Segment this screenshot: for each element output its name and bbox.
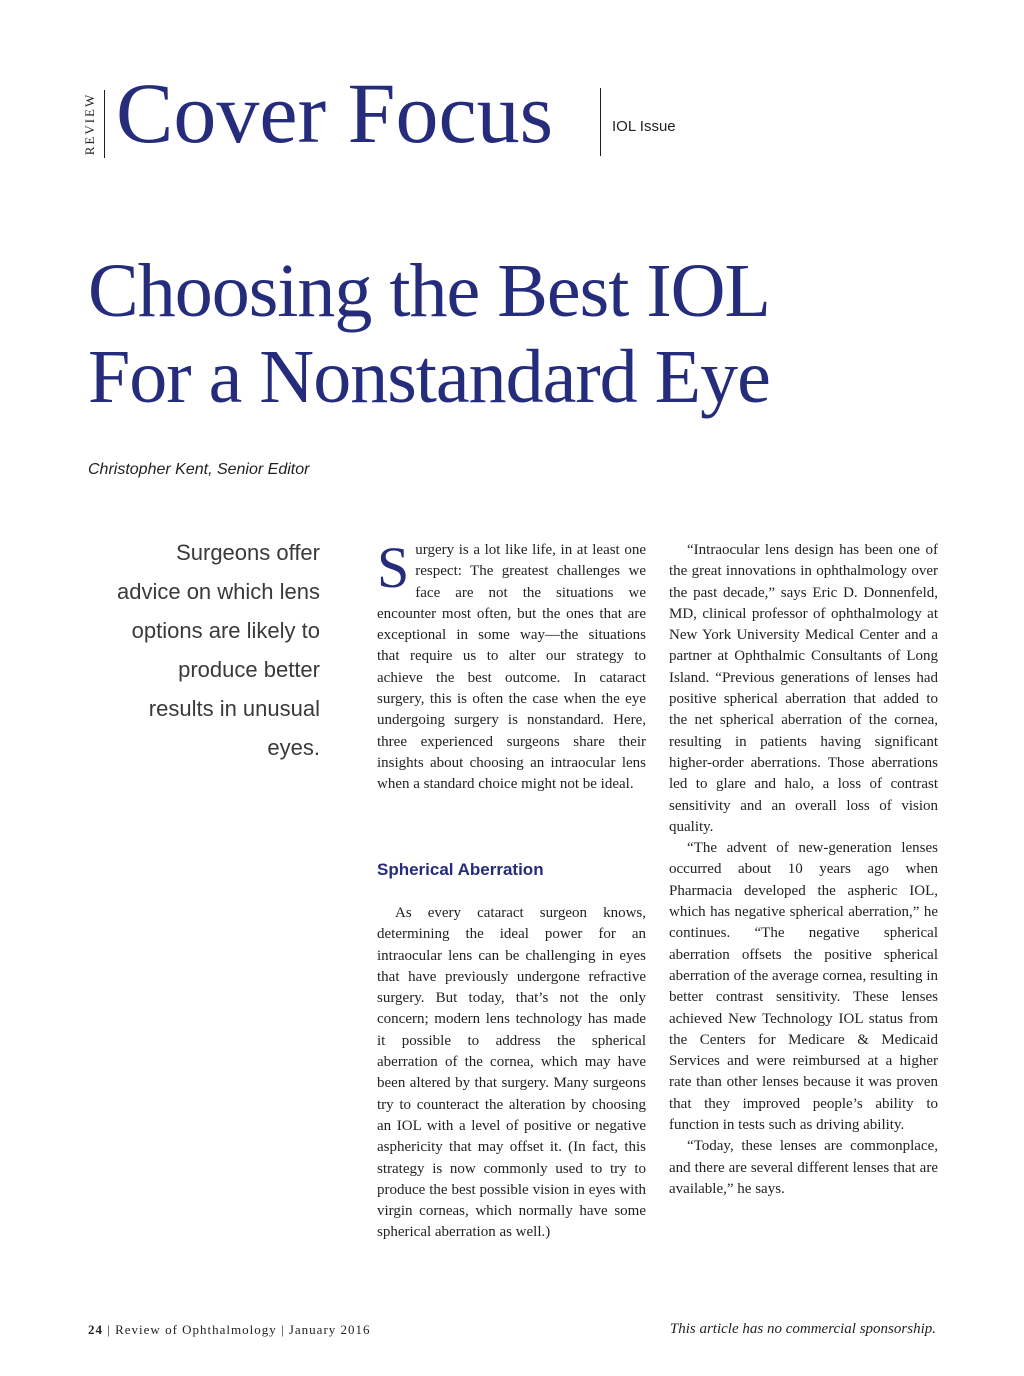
page-folio	[88, 1322, 371, 1338]
sponsorship-note: This article has no commercial sponsorship.	[669, 1321, 936, 1337]
article-headline	[88, 248, 988, 420]
quote-paragraph-1: “Intraocular lens design has been one of the great innovations in ophthalmology over the past decade,” says Eric D. Donnenfeld, MD, clinical professor of ophthalmology at New York University Medical Center and a partner at Ophthalmic Consultants of Long Island. “Previous generations of lenses had positive spherical aberration that added to the net spherical aberration of the cornea, resulting in patients having significant higher-order aberrations. Those aberrations led to glare and halo, a loss of contrast sensitivity and an overall loss of vision quality.	[669, 542, 938, 835]
masthead-divider-left	[104, 90, 105, 158]
deck-summary: Surgeons offer advice on which lens options are likely to produce better results in unusual eyes.	[116, 540, 320, 760]
section-paragraph: As every cataract surgeon knows, determining the ideal power for an intraocular lens can be challenging in eyes that have previously undergone refractive surgery. But today, that’s not the only concern; modern lens technology has made it possible to address the spherical aberration of the cornea, which may have been altered by that surgery. Many surgeons try to counteract the alteration by choosing an IOL with a level of positive or negative asphericity that may offset it. (In fact, this strategy is now commonly used to try to produce the best possible vision in eyes with virgin corneas, which normally have some spherical aberration as well.)	[377, 905, 646, 1241]
intro-text: urgery is a lot like life, in at least one respect: The greatest challenges we face are not the situations we encounter most often, but the ones that are exceptional in some way—the situations that require us to alter our strategy to achieve the best outcome. In cataract surgery, this is often the case when the eye undergoing surgery is nonstandard. Here, three experienced surgeons share their insights about choosing an intraocular lens when a standard choice might not be ideal.	[377, 542, 646, 793]
masthead-divider-right	[600, 88, 601, 156]
headline-line-1: Choosing the Best IOL	[88, 249, 770, 333]
issue-label: IOL Issue	[612, 118, 676, 135]
byline: Christopher Kent, Senior Editor	[88, 461, 310, 478]
quote-paragraph-3: “Today, these lenses are commonplace, and there are several different lenses that are available,” he says.	[669, 1138, 938, 1197]
drop-cap: S	[377, 535, 410, 600]
body-column-1	[377, 535, 646, 796]
publication-info: | Review of Ophthalmology | January 2016	[107, 1322, 371, 1337]
page-number: 24	[88, 1322, 103, 1337]
quote-paragraph-2: “The advent of new-generation lenses occurred about 10 years ago when Pharmacia developed the aspheric IOL, which has negative spherical aberration,” he continues. “The negative spherical aberration offsets the positive spherical aberration of the average cornea, resulting in better contrast sensitivity. These lenses achieved New Technology IOL status from the Centers for Medicare & Medicaid Services and were reimbursed at a higher rate than other lenses because it was proven that they improved people’s ability to function in tests such as driving ability.	[669, 840, 938, 1134]
body-column-1-section	[377, 903, 646, 1244]
headline-line-2: For a Nonstandard Eye	[88, 335, 770, 419]
intro-paragraph	[377, 535, 646, 796]
body-column-2	[669, 540, 938, 1200]
subhead-spherical-aberration: Spherical Aberration	[377, 860, 544, 879]
section-title: Cover Focus	[116, 65, 554, 161]
review-label-text: REVIEW	[82, 92, 97, 156]
review-vertical-label	[78, 88, 102, 160]
